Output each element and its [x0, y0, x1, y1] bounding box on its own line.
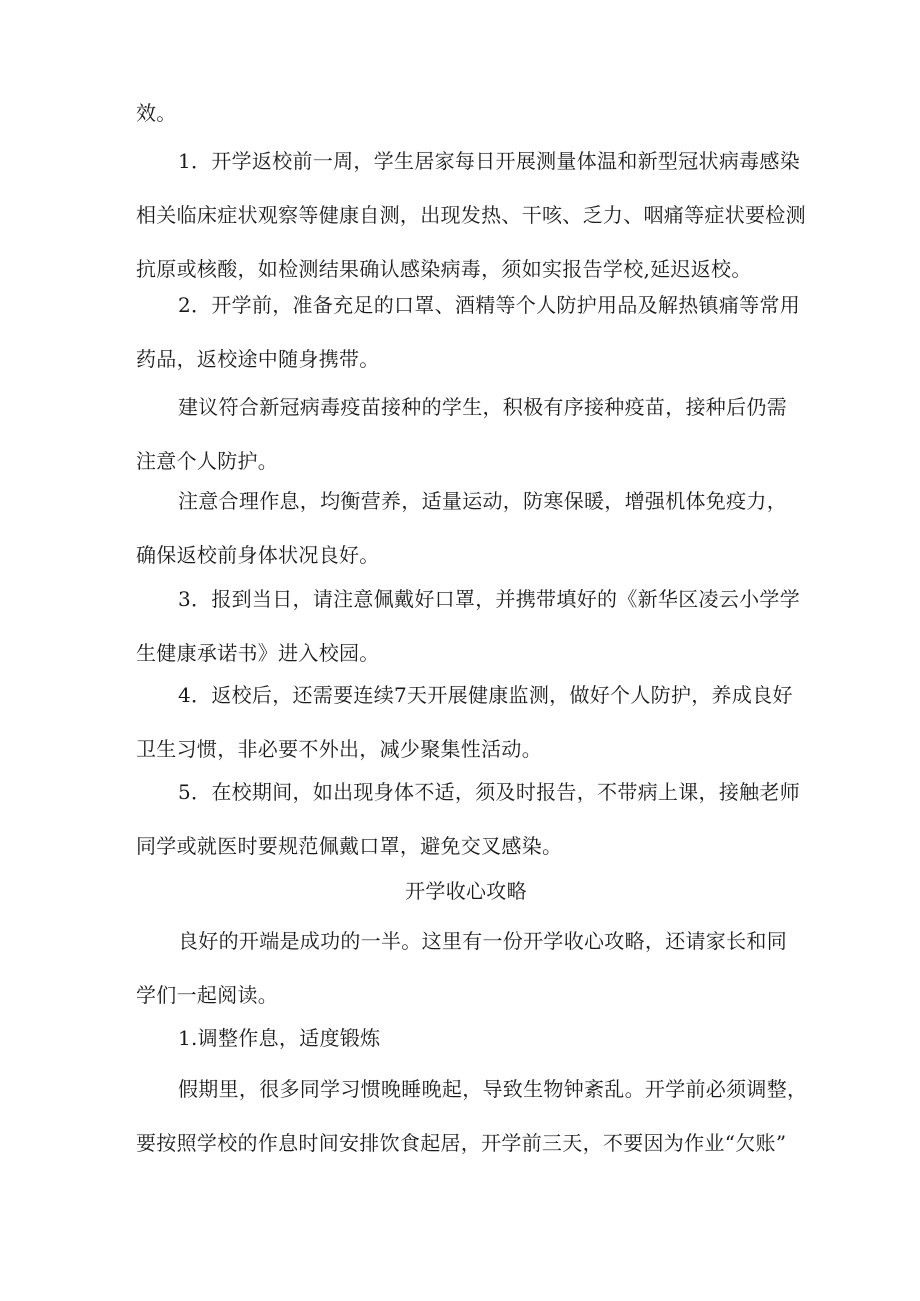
text-line: 良好的开端是成功的一半。这里有一份开学收心攻略，还请家长和同	[178, 929, 787, 953]
section-title	[136, 876, 796, 906]
text-fragment-top	[136, 98, 796, 128]
paragraph-intro	[136, 926, 796, 1010]
text-line: 1．开学返校前一周，学生居家每日开展测量体温和新型冠状病毒感染	[178, 149, 801, 173]
text-line: 卫生习惯，非必要不外出，减少聚集性活动。	[136, 737, 542, 761]
text-line: 生健康承诺书》进入校园。	[136, 641, 380, 665]
subheading-1	[136, 1023, 796, 1053]
paragraph-schedule	[136, 1074, 808, 1158]
paragraph-item-5	[136, 777, 801, 861]
text-line: 2．开学前，准备充足的口罩、酒精等个人防护用品及解热镇痛等常用	[178, 293, 801, 317]
paragraph-vaccine	[136, 392, 796, 476]
text-line: 同学或就医时要规范佩戴口罩，避免交叉感染。	[136, 834, 563, 858]
paragraph-item-3	[136, 584, 801, 668]
text-line: 4．返校后，还需要连续7天开展健康监测，做好个人防护，养成良好	[178, 683, 793, 707]
paragraph-item-2	[136, 290, 801, 374]
text-line: 抗原或核酸，如检测结果确认感染病毒，须如实报告学校,延迟返校。	[136, 257, 752, 281]
text-line: 要按照学校的作息时间安排饮食起居，开学前三天，不要因为作业“欠账”	[136, 1131, 787, 1155]
text-line: 注意合理作息，均衡营养，适量运动，防寒保暖，增强机体免疫力，	[178, 489, 787, 513]
text-line: 学们一起阅读。	[136, 983, 279, 1007]
text-line: 3．报到当日，请注意佩戴好口罩，并携带填好的《新华区凌云小学学	[178, 587, 801, 611]
text-line: 假期里，很多同学习惯晚睡晚起，导致生物钟紊乱。开学前必须调整，	[178, 1077, 808, 1101]
text-line: 5．在校期间，如出现身体不适，须及时报告，不带病上课，接触老师	[178, 780, 801, 804]
section-title-text: 开学收心攻略	[405, 879, 527, 903]
text-line: 确保返校前身体状况良好。	[136, 543, 380, 567]
text-line: 注意个人防护。	[136, 449, 279, 473]
paragraph-item-1	[136, 146, 806, 284]
subheading-text: 1.调整作息，适度锻炼	[178, 1026, 381, 1050]
paragraph-rest	[136, 486, 796, 570]
paragraph-item-4	[136, 680, 796, 764]
text-line: 药品，返校途中随身携带。	[136, 347, 380, 371]
text-line: 相关临床症状观察等健康自测，出现发热、干咳、乏力、咽痛等症状要检测	[136, 203, 806, 227]
text-line: 建议符合新冠病毒疫苗接种的学生，积极有序接种疫苗，接种后仍需	[178, 395, 787, 419]
text-line: 效。	[136, 101, 177, 125]
